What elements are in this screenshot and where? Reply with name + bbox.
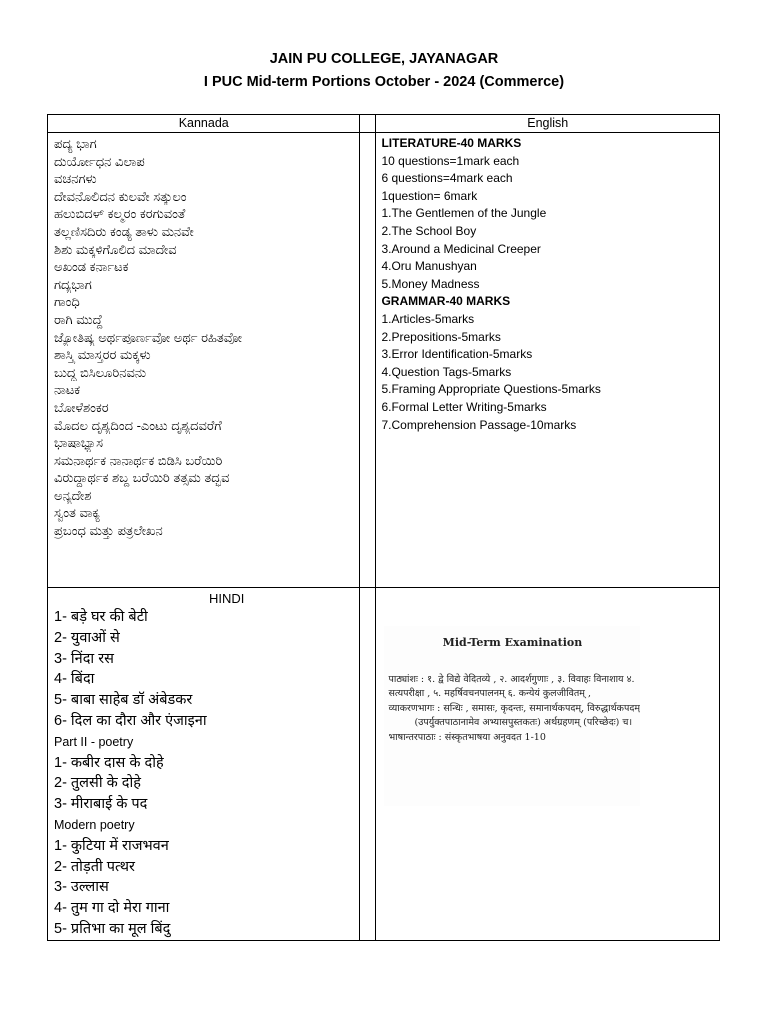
english-topic: 1.Articles-5marks bbox=[381, 311, 475, 326]
hindi-topic: 6- दिल का दौरा और एंजाइना bbox=[54, 712, 207, 729]
kannada-topic: ಶಾಸ್ತ್ರಿ ಮಾಸ್ತರರ ಮಕ್ಕಳು bbox=[54, 347, 151, 363]
hindi-topic: 2- तोड़ती पत्थर bbox=[54, 858, 135, 875]
spacer-cell bbox=[360, 133, 376, 588]
english-topic: 2.Prepositions-5marks bbox=[381, 329, 501, 344]
english-topic: 1question= 6mark bbox=[381, 188, 478, 203]
kannada-topic: ವಚನಗಳು bbox=[54, 171, 97, 187]
spacer-cell bbox=[360, 588, 376, 941]
hindi-topic: 4- बिंदा bbox=[54, 671, 95, 688]
english-list bbox=[376, 133, 719, 434]
english-topic: 5.Money Madness bbox=[381, 276, 480, 291]
table-row bbox=[48, 133, 720, 588]
college-title: JAIN PU COLLEGE, JAYANAGAR bbox=[269, 51, 499, 67]
english-section-heading: LITERATURE-40 MARKS bbox=[381, 136, 522, 150]
hindi-topic: 2- युवाओं से bbox=[54, 629, 120, 646]
english-topic: 4.Oru Manushyan bbox=[381, 259, 477, 274]
portions-title: I PUC Mid-term Portions October - 2024 (Commerce) bbox=[203, 74, 565, 90]
kannada-topic: ಗಾಂಧಿ bbox=[54, 294, 80, 310]
kannada-topic: ಬೋಳೆಶಂಕರ bbox=[54, 399, 109, 415]
hindi-section-heading: Modern poetry bbox=[54, 817, 135, 832]
hindi-section-heading: Part II - poetry bbox=[54, 734, 134, 749]
hindi-topic: 1- कबीर दास के दोहे bbox=[54, 754, 164, 771]
kannada-list bbox=[48, 133, 359, 540]
hindi-topic: 5- प्रतिभा का मूल बिंदु bbox=[54, 920, 171, 937]
english-topic: 5.Framing Appropriate Questions-5marks bbox=[381, 382, 601, 397]
kannada-topic: ದುರ್ಯೋಧನ ವಿಲಾಪ bbox=[54, 153, 145, 169]
column-header-english: English bbox=[376, 115, 720, 133]
sanskrit-cell bbox=[376, 588, 720, 941]
sanskrit-line: (उपर्युक्तपाठानामेव अभ्यासपुस्तकतः) अर्थग्रहणम् (परिच्छेदः) च। bbox=[414, 717, 633, 728]
kannada-topic: ಶಿಶು ಮಕ್ಕಳಿಗೊಲಿದ ಮಾದೇವ bbox=[54, 241, 177, 257]
hindi-list bbox=[48, 588, 359, 940]
kannada-topic: ಸಮನಾರ್ಥಕ ನಾನಾರ್ಥಕ ಬಿಡಿಸಿ ಬರೆಯಿರಿ bbox=[54, 452, 223, 468]
hindi-topic: 2- तुलसी के दोहे bbox=[54, 775, 141, 792]
table-header-row bbox=[48, 115, 720, 133]
kannada-topic: ಹಲುಬಿದಳ್ ಕಲ್ಮರಂ ಕರಗುವಂತೆ bbox=[54, 206, 186, 222]
kannada-topic: ಪ್ರಬಂಧ ಮತ್ತು ಪತ್ರಲೇಖನ bbox=[54, 523, 163, 539]
column-header-kannada: Kannada bbox=[48, 115, 360, 133]
kannada-topic: ತಲ್ಲಣಿಸದಿರು ಕಂಡ್ಯ ತಾಳು ಮನವೇ bbox=[54, 223, 194, 239]
portions-table bbox=[47, 114, 720, 941]
hindi-topic: 4- तुम गा दो मेरा गाना bbox=[54, 900, 170, 917]
column-header-spacer bbox=[360, 115, 376, 133]
english-topic: 6.Formal Letter Writing-5marks bbox=[381, 399, 547, 414]
kannada-topic: ಭಾಷಾಭ್ಯಾಸ bbox=[54, 435, 104, 451]
table-row bbox=[48, 588, 720, 941]
kannada-topic: ನಾಟಕ bbox=[54, 382, 81, 398]
hindi-topic: 5- बाबा साहेब डॉ अंबेडकर bbox=[54, 692, 193, 709]
english-topic: 4.Question Tags-5marks bbox=[381, 364, 512, 379]
document-header bbox=[0, 48, 768, 94]
hindi-topic: 3- उल्लास bbox=[54, 879, 109, 896]
kannada-topic: ಪದ್ಯ ಭಾಗ bbox=[54, 136, 97, 151]
english-topic: 2.The School Boy bbox=[381, 223, 477, 238]
english-topic: 3.Around a Medicinal Creeper bbox=[381, 241, 541, 256]
hindi-topic: 1- कुटिया में राजभवन bbox=[54, 837, 169, 854]
sanskrit-line: व्याकरणभागः : सन्धिः , समासः, कृदन्तः, समानार्थकपदम्, विरुद्धार्थकपदम् bbox=[388, 702, 641, 714]
hindi-topic: 1- बड़े घर की बेटी bbox=[54, 609, 148, 625]
sanskrit-title: Mid-Term Examination bbox=[442, 636, 583, 649]
hindi-topic: 3- मीराबाई के पद bbox=[54, 796, 148, 813]
kannada-topic: ಬುದ್ಧ ಬಿಸಿಲೂರಿನವನು bbox=[54, 364, 147, 380]
sanskrit-line: सत्यपरीक्षा , ५. महर्षिवचनपालनम् ६. कन्येयं कुलजीवितम् , bbox=[388, 688, 591, 699]
kannada-topic: ವಿರುದ್ಧಾರ್ಥಕ ಶಬ್ದ ಬರೆಯಿರಿ ತತ್ಸಮ ತದ್ಭವ bbox=[54, 470, 230, 486]
sanskrit-line: भाषान्तरपाठाः : संस्कृतभाषया अनुवदत 1-10 bbox=[388, 731, 546, 743]
hindi-cell bbox=[48, 588, 360, 941]
hindi-topic: 3- निंदा रस bbox=[54, 650, 114, 667]
kannada-topic: ಗದ್ಯಭಾಗ bbox=[54, 276, 92, 292]
english-topic: 1.The Gentlemen of the Jungle bbox=[381, 206, 547, 221]
kannada-topic: ಅಖಂಡ ಕರ್ನಾಟಕ bbox=[54, 259, 129, 275]
kannada-topic: ರಾಗಿ ಮುದ್ದೆ bbox=[54, 311, 103, 327]
kannada-topic: ಅನ್ಯದೇಶ bbox=[54, 487, 92, 503]
kannada-cell bbox=[48, 133, 360, 588]
english-topic: 3.Error Identification-5marks bbox=[381, 347, 533, 362]
english-cell bbox=[376, 133, 720, 588]
english-topic: 7.Comprehension Passage-10marks bbox=[381, 417, 577, 432]
sanskrit-line: पाठ्यांशः : १. द्वे विद्ये वेदितव्ये , २. आदर्शगुणाः , ३. विवाहः विनाशाय ४. bbox=[388, 673, 635, 685]
english-section-heading: GRAMMAR-40 MARKS bbox=[381, 294, 511, 309]
kannada-topic: ದೇವನೊಲಿದನ ಕುಲವೇ ಸತ್ಕುಲಂ bbox=[54, 188, 187, 204]
kannada-topic: ಸ್ವಂತ ವಾಕ್ಯ bbox=[54, 505, 101, 521]
english-topic: 10 questions=1mark each bbox=[381, 153, 520, 168]
kannada-topic: ಜ್ಯೋತಿಷ್ಯ ಅರ್ಥಪೂರ್ಣವೋ ಅರ್ಥ ರಹಿತವೋ bbox=[54, 329, 243, 345]
kannada-topic: ಮೊದಲ ದೃಶ್ಯದಿಂದ -ಎಂಟು ದೃಶ್ಯದವರೆಗೆ bbox=[54, 417, 222, 433]
hindi-title: HINDI bbox=[209, 591, 245, 606]
sanskrit-scan-image bbox=[384, 626, 640, 806]
english-topic: 6 questions=4mark each bbox=[381, 171, 513, 186]
